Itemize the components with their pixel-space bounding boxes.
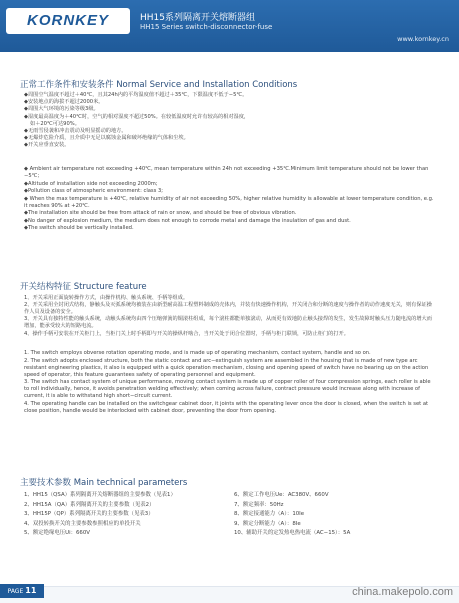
- parameter-item: 7、额定频率：50Hz: [234, 501, 284, 508]
- condition-cn-item: ◆无爆炸危险介质，且介质中无足以腐蚀金属和破坏绝缘的气体和尘埃。: [24, 135, 189, 142]
- header-title-cn: HH15系列隔离开关熔断器组: [140, 13, 255, 23]
- condition-en-item: ◆The switch should be vertically installed.: [24, 225, 134, 231]
- parameter-item: 9、额定分断能力（A）：8Ie: [234, 520, 301, 527]
- condition-en-item: ◆ Ambient air temperature not exceeding +40℃, mean temperature within 24h not exceeding +35℃.Minimum limit temperature should not be lower than −5℃;: [24, 166, 429, 179]
- condition-en-item: ◆Altitude of installation side not exceeding 2000m;: [24, 180, 158, 187]
- section-title-technical-parameters: 主要技术参数 Main technical parameters: [20, 478, 188, 488]
- feature-en-item: 3. The switch has contact system of unique performance, moving contact system is made up of copper roller of four compression springs, each roller is able to roll individually, hence, it avoids penetration welding effectively; when coming across failure, contract pressure would increase along with increase of current, it is able to withstand high short−circuit current.: [24, 379, 431, 399]
- feature-en-item: 2. The switch adopts enclosed structure, both the static contact and arc−extinguish system are assembled in the housing that is made of new type arc resistant engineering plastics, it also is equipped with a quick operation mechanism, closing and opening speed of switch have no bearing up on the action speed of operator, this feature guarantees safety of operating personnel and equipment.: [24, 357, 429, 378]
- condition-en-item: ◆ When the max temperature is +40℃, relative humidity of air not exceeding 50%, higher relative humidity is allowable at lower temperature condition, e.g. it reaches 90% at +20℃.: [24, 195, 434, 209]
- structure-feature-cn: [24, 295, 434, 338]
- feature-cn-item: 2、开关采用全封闭式结构，静触头及灭弧系统均被装在由新型耐高温工程塑料制成的壳体内，并装有快速操作机构，开关闭合和分断的速度与操作者的动作速度无关，则有保证操作人员及设备的安全。: [24, 302, 432, 316]
- parameter-item: 8、额定接通能力（A）：10Ie: [234, 511, 305, 518]
- parameter-item: 3、HH15P（QP）系列隔离开关的主要参数（见表3）: [24, 511, 154, 518]
- technical-parameters-list: [24, 491, 444, 539]
- condition-cn-item: 如＋20℃可达90%。: [30, 120, 80, 127]
- feature-en-item: 4. The operating handle can be installed on the switchgear cabinet door, it joints with the operating lever once the door is closed, when the switch is set at close position, handle would be interlocked with cabinet door, preventing the door from opening.: [24, 400, 429, 414]
- header-title-en: HH15 Series switch-disconnector-fuse: [140, 23, 273, 31]
- page-label: PAGE: [7, 588, 24, 595]
- condition-en-item: ◆Pollution class of atmospheric environment: class 3;: [24, 188, 164, 194]
- condition-en-item: ◆The installation site should be free from attack of rain or snow, and should be free of obvious vibration.: [24, 210, 297, 216]
- page-number: 11: [25, 586, 37, 595]
- section-title-service-conditions: 正常工作条件和安装条件 Normal Service and Installation Conditions: [20, 80, 298, 90]
- page-header: [0, 0, 459, 52]
- structure-feature-en: [24, 350, 434, 415]
- feature-cn-item: 3、开关具有独特性能的触头系统，动触头系统均由四个压缩弹簧的铜滚柱组成，每个滚柱都能单独滚动，从而更有效地防止触头接焊的发生，发生故障时触头压力随电流的增大而增加，能承受较大的短路电流。: [24, 316, 432, 330]
- parameter-item: 6、额定工作电压Ue：AC380V、660V: [234, 492, 329, 498]
- condition-cn-item: ◆周围大气环境的污染等级3级。: [24, 106, 99, 113]
- parameter-item: 5、额定绝缘电压Ui：660V: [24, 530, 90, 537]
- parameter-item: 2、HH15A（QA）系列隔离开关的主要参数（见表2）: [24, 501, 155, 508]
- condition-cn-item: ◆安装地点的海拔不超过2000米。: [24, 99, 104, 106]
- page-number-tab: [0, 584, 44, 598]
- parameter-item: 10、辅助开关的定发热电热电流（AC−15）：5A: [234, 530, 351, 537]
- condition-en-item: ◆No danger of explosion medium, the medium does not enough to corrode metal and damage the insulation of gas and dust.: [24, 217, 351, 224]
- feature-cn-item: 1、开关采用正面旋转操作方式，由操作机构、触头系统、手柄等组成。: [24, 295, 189, 301]
- service-conditions-cn: [24, 92, 434, 150]
- section-title-structure-feature: 开关结构特征 Structure feature: [20, 282, 147, 292]
- service-conditions-en: [24, 166, 434, 233]
- condition-cn-item: ◆无雨雪侵袭和冲击震动及明显摇动的地方。: [24, 127, 127, 134]
- watermark-text: china.makepolo.com: [352, 586, 453, 598]
- feature-en-item: 1. The switch employs obverse rotation operating mode, and is made up of operating mechanism, contact system, handle and so on.: [24, 350, 371, 356]
- kornkey-logo: KORNKEY: [6, 8, 130, 34]
- condition-cn-item: ◆开关应垂直安装。: [24, 142, 70, 149]
- parameter-item: 4、双投转换开关的主要参数参照相应的单投开关: [24, 520, 141, 527]
- parameter-item: 1、HH15（QSA）系列隔离开关熔断器组的主要参数（见表1）: [24, 492, 176, 498]
- condition-cn-item: ◆周围空气温度不超过＋40℃，且其24h内的平均温度值不超过＋35℃，下限温度不低于−5℃。: [24, 92, 248, 98]
- header-url: www.kornkey.cn: [397, 35, 449, 43]
- condition-cn-item: ◆湿度最高温度为＋40℃时，空气的相对湿度不超过50%。在较低温度时允许有较高的相对湿度，: [24, 113, 250, 120]
- feature-cn-item: 4、操作手柄可安装在开关柜门上，当柜门关上时手柄即与开关的操纵杆啮合，当开关处于闭合位置时，手柄与柜门联锁，可防止柜门的打开。: [24, 330, 349, 337]
